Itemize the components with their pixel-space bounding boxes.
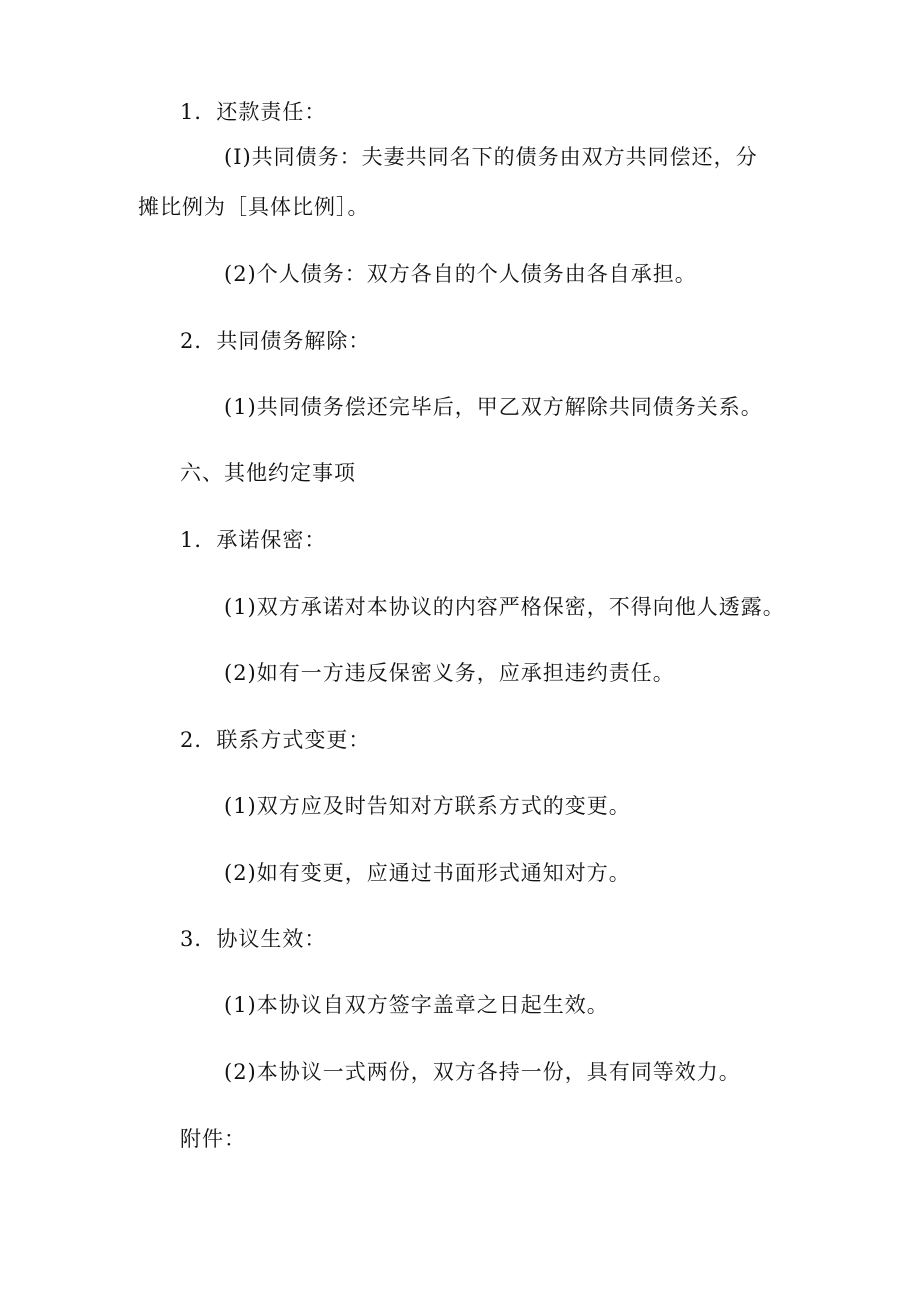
clause-1-heading: 1．还款责任： (180, 100, 327, 124)
section-6-clause-2-item-1: (1)双方应及时告知对方联系方式的变更。 (224, 794, 631, 818)
clause-1-item-1-cont: 摊比例为［具体比例］。 (138, 195, 370, 219)
clause-1-item-2: (2)个人债务：双方各自的个人债务由各自承担。 (224, 262, 697, 286)
section-6-heading: 六、其他约定事项 (180, 461, 356, 485)
section-6-clause-1-item-2: (2)如有一方违反保密义务，应承担违约责任。 (224, 661, 675, 685)
section-6-clause-1: 1．承诺保密： (180, 528, 327, 552)
section-6-clause-2-item-2: (2)如有变更，应通过书面形式通知对方。 (224, 861, 631, 885)
section-6-clause-1-item-1: (1)双方承诺对本协议的内容严格保密，不得向他人透露。 (224, 595, 785, 619)
section-6-clause-2: 2．联系方式变更： (180, 728, 371, 752)
attachment-heading: 附件： (180, 1127, 246, 1151)
section-6-clause-3: 3．协议生效： (180, 927, 327, 951)
clause-2-heading: 2．共同债务解除： (180, 329, 371, 353)
section-6-clause-3-item-1: (1)本协议自双方签字盖章之日起生效。 (224, 993, 609, 1017)
clause-2-item-1: (1)共同债务偿还完毕后，甲乙双方解除共同债务关系。 (224, 395, 763, 419)
section-6-clause-3-item-2: (2)本协议一式两份，双方各持一份，具有同等效力。 (224, 1060, 741, 1084)
clause-1-item-1: (I)共同债务：夫妻共同名下的债务由双方共同偿还，分 (224, 145, 758, 169)
